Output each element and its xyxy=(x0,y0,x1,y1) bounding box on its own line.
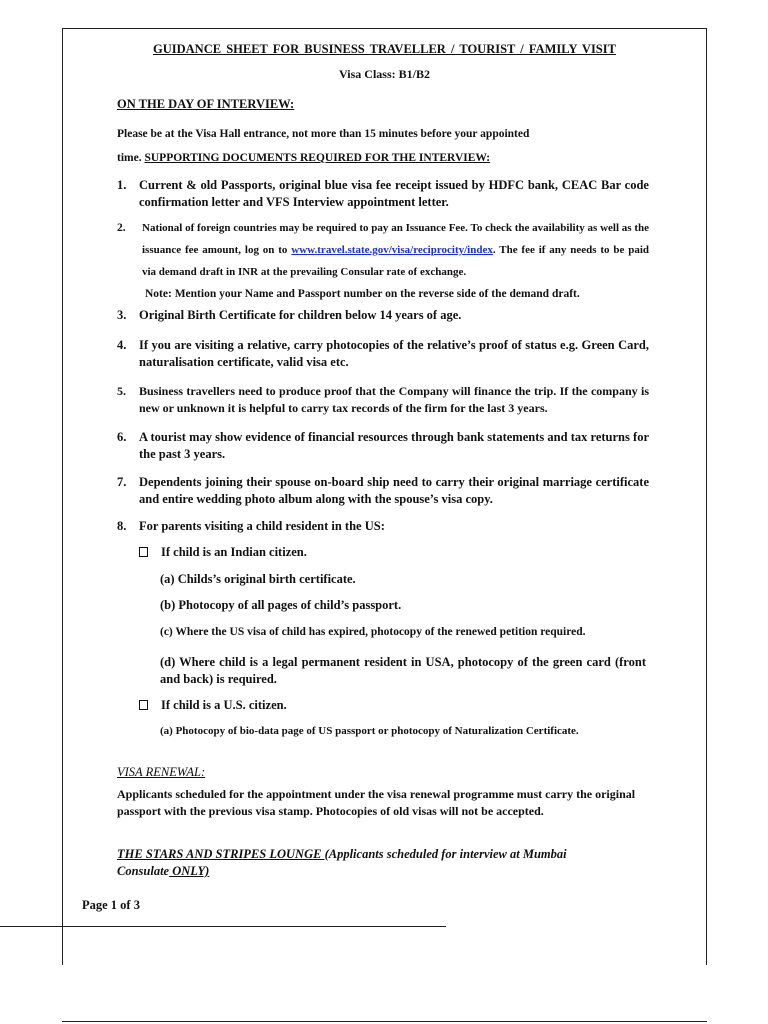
list-item-6 xyxy=(117,429,649,463)
list-item-3 xyxy=(117,307,649,324)
item-number: 1. xyxy=(117,178,127,192)
item-text xyxy=(142,217,649,283)
lounge-heading: THE STARS AND STRIPES LOUNGE xyxy=(117,847,325,861)
item-number: 4. xyxy=(117,338,127,352)
checkbox-bullet-icon xyxy=(139,547,148,557)
item-text: Dependents joining their spouse on-board ship need to carry their original marriage certificate and entire wedding photo album along with the spouse’s visa copy. xyxy=(139,475,649,506)
supporting-documents-heading: SUPPORTING DOCUMENTS REQUIRED FOR THE INTERVIEW: xyxy=(144,152,491,164)
list-item-4 xyxy=(117,337,649,371)
interview-heading: ON THE DAY OF INTERVIEW: xyxy=(117,97,295,111)
us-child-a: (a) Photocopy of bio-data page of US passport or photocopy of Naturalization Certificate. xyxy=(160,725,579,737)
visa-class: Visa Class: B1/B2 xyxy=(339,67,430,81)
item-text: Business travellers need to produce proof that the Company will finance the trip. If the company is new or unknown it is helpful to carry tax records of the firm for the last 3 years. xyxy=(139,384,649,415)
lounge-text-a: (Applicants scheduled for interview at Mumbai Consulate xyxy=(117,847,567,878)
demand-draft-note: Note: Mention your Name and Passport number on the reverse side of the demand draft. xyxy=(145,288,580,300)
item-text: Original Birth Certificate for children below 14 years of age. xyxy=(139,308,462,322)
page-border-left xyxy=(62,28,63,965)
item-2-text-before: National of foreign countries may be required to pay an Issuance Fee. To check the availability as well as the issuance fee amount, log on to xyxy=(142,222,649,256)
page-border-top xyxy=(62,28,707,29)
list-item-8 xyxy=(117,518,649,535)
indian-child-b: (b) Photocopy of all pages of child’s passport. xyxy=(160,598,402,612)
item-text: For parents visiting a child resident in the US: xyxy=(139,519,385,533)
item-number: 2. xyxy=(117,222,126,234)
item-text: If you are visiting a relative, carry photocopies of the relative’s proof of status e.g. Green Card, naturalisation certificate, valid visa etc. xyxy=(139,338,649,369)
indian-child-d xyxy=(160,654,646,688)
next-page-border-top xyxy=(62,1021,707,1022)
lounge-paragraph xyxy=(117,846,617,880)
checkbox-bullet-icon xyxy=(139,700,148,710)
indian-child-d-text: (d) Where child is a legal permanent resident in USA, photocopy of the green card (front and back) is required. xyxy=(160,655,646,686)
item-2-text-after: . The fee if any needs to be paid via demand draft in INR at the prevailing Consular rate of exchange. xyxy=(142,244,650,278)
list-item-5 xyxy=(117,383,649,417)
item-number: 3. xyxy=(117,308,127,322)
intro-line-1: Please be at the Visa Hall entrance, not more than 15 minutes before your appointed xyxy=(117,128,530,140)
indian-child-a: (a) Childs’s original birth certificate. xyxy=(160,572,356,586)
list-item-1 xyxy=(117,177,649,211)
lounge-text-b: ONLY) xyxy=(169,864,210,878)
item-text: A tourist may show evidence of financial resources through bank statements and tax returns for the past 3 years. xyxy=(139,430,649,461)
us-child-label: If child is a U.S. citizen. xyxy=(161,698,287,712)
item-number: 8. xyxy=(117,519,127,533)
footer-rule xyxy=(0,926,446,927)
reciprocity-link[interactable]: www.travel.state.gov/visa/reciprocity/index xyxy=(291,244,493,256)
visa-renewal-text: Applicants scheduled for the appointment under the visa renewal programme must carry the original passport with the previous visa stamp. Photocopies of old visas will not be accepted. xyxy=(117,787,636,818)
list-item-7 xyxy=(117,474,649,508)
item-number: 6. xyxy=(117,430,127,444)
us-child-group xyxy=(139,697,287,714)
item-text: Current & old Passports, original blue visa fee receipt issued by HDFC bank, CEAC Bar code confirmation letter and VFS Interview appointment letter. xyxy=(139,178,649,209)
list-item-2 xyxy=(117,217,649,305)
indian-child-c: (c) Where the US visa of child has expired, photocopy of the renewed petition required. xyxy=(160,626,586,638)
item-number: 5. xyxy=(117,384,126,398)
interview-intro xyxy=(117,122,529,170)
intro-line-2 xyxy=(117,146,529,170)
intro-line-2-prefix: time. xyxy=(117,152,142,164)
indian-child-group xyxy=(139,544,307,561)
item-number: 7. xyxy=(117,475,127,489)
document-title: GUIDANCE SHEET FOR BUSINESS TRAVELLER / TOURIST / FAMILY VISIT xyxy=(153,42,616,56)
page-border-right xyxy=(706,28,707,965)
indian-child-label: If child is an Indian citizen. xyxy=(161,545,307,559)
visa-renewal-heading: VISA RENEWAL: xyxy=(117,765,206,779)
page-number: Page 1 of 3 xyxy=(82,898,140,912)
